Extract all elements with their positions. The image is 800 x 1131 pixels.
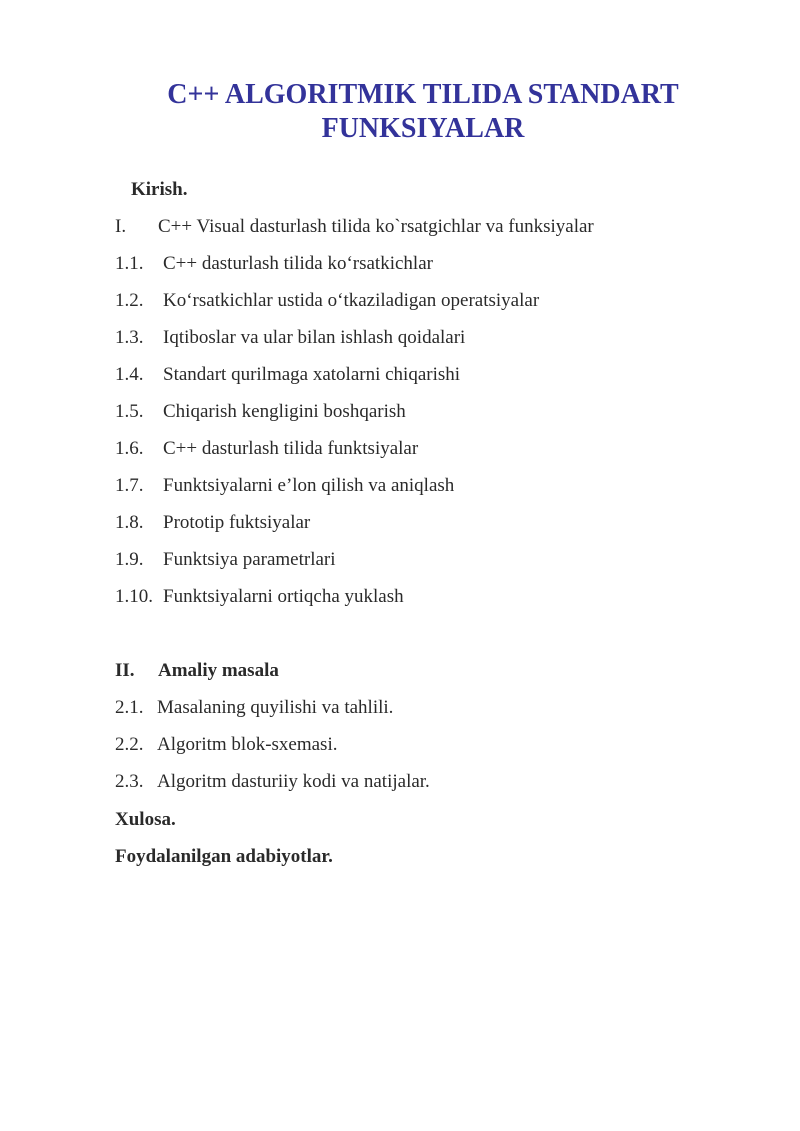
item-label: Prototip fuktsiyalar	[163, 512, 311, 533]
toc-item	[115, 733, 337, 757]
item-label: Funktsiyalarni e’lon qilish va aniqlash	[163, 475, 455, 496]
item-number: 1.9.	[115, 549, 144, 570]
item-label: Funktsiyalarni ortiqcha yuklash	[163, 586, 404, 607]
toc-item	[115, 437, 418, 461]
toc-item	[115, 511, 310, 535]
section-label: C++ Visual dasturlash tilida ko`rsatgichlar va funksiyalar	[158, 216, 594, 237]
toc-conclusion: Xulosa.	[115, 809, 176, 830]
item-label: C++ dasturlash tilida funktsiyalar	[163, 438, 419, 459]
toc-item	[115, 696, 393, 720]
toc-item	[115, 770, 430, 794]
toc-section-1	[115, 215, 594, 239]
item-number: 1.4.	[115, 364, 144, 385]
item-number: 2.1.	[115, 697, 144, 718]
item-label: Ko‘rsatkichlar ustida o‘tkaziladigan operatsiyalar	[163, 290, 540, 311]
item-number: 1.8.	[115, 512, 144, 533]
title-line-1: C++ ALGORITMIK TILIDA STANDART	[167, 79, 679, 110]
item-label: Masalaning quyilishi va tahlili.	[157, 697, 394, 718]
item-label: Algoritm blok-sxemasi.	[157, 734, 338, 755]
toc-item	[115, 400, 406, 424]
item-label: C++ dasturlash tilida ko‘rsatkichlar	[163, 253, 433, 274]
toc-references: Foydalanilgan adabiyotlar.	[115, 846, 333, 867]
item-number: 1.2.	[115, 290, 144, 311]
toc-item	[115, 548, 336, 572]
item-number: 1.1.	[115, 253, 144, 274]
item-number: 1.7.	[115, 475, 144, 496]
section-label: Amaliy masala	[158, 660, 279, 681]
toc-item	[115, 252, 433, 276]
toc-section-2	[115, 659, 279, 683]
item-number: 1.6.	[115, 438, 144, 459]
item-number: 1.3.	[115, 327, 144, 348]
item-label: Funktsiya parametrlari	[163, 549, 336, 570]
section-number: II.	[115, 660, 135, 681]
item-label: Standart qurilmaga xatolarni chiqarishi	[163, 364, 461, 385]
item-label: Algoritm dasturiiy kodi va natijalar.	[157, 771, 430, 792]
item-number: 2.2.	[115, 734, 144, 755]
toc-item	[115, 474, 454, 498]
toc-item	[115, 363, 460, 387]
title-line-2: FUNKSIYALAR	[321, 113, 525, 144]
toc-item	[115, 326, 465, 350]
section-number: I.	[115, 216, 127, 237]
item-number: 2.3.	[115, 771, 144, 792]
toc-item	[115, 585, 404, 609]
item-label: Iqtiboslar va ular bilan ishlash qoidalari	[163, 327, 466, 348]
toc-item	[115, 289, 539, 313]
toc-intro: Kirish.	[131, 179, 188, 200]
item-number: 1.5.	[115, 401, 144, 422]
item-label: Chiqarish kengligini boshqarish	[163, 401, 406, 422]
item-number: 1.10.	[115, 586, 153, 607]
